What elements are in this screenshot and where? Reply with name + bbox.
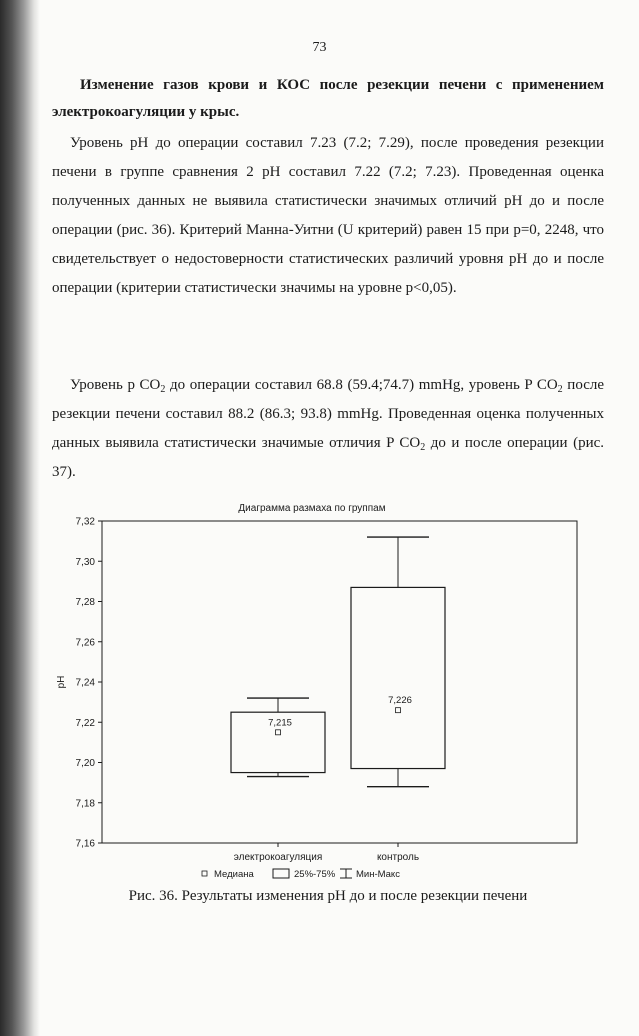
boxes-group (231, 537, 445, 787)
legend-median-label: Медиана (214, 869, 254, 880)
y-tick-label: 7,24 (75, 677, 95, 689)
subscript: 2 (160, 384, 166, 395)
median-label: 7,226 (388, 695, 412, 707)
page-number: 73 (312, 40, 327, 55)
legend-whisker-label: Мин-Макс (356, 869, 400, 880)
x-axis (234, 843, 419, 863)
y-tick-label: 7,20 (75, 758, 95, 769)
iqr-box (351, 587, 445, 768)
legend-box-marker (273, 869, 289, 878)
legend-whisker-marker (340, 869, 352, 878)
paragraph-pco2 (52, 371, 604, 487)
plot-frame (102, 521, 577, 843)
y-axis (76, 517, 102, 850)
y-tick-label: 7,28 (75, 597, 95, 608)
section-heading: Изменение газов крови и КОС после резекции печени с применением электрокоагуляции у крыс. (52, 77, 604, 120)
median-label: 7,215 (268, 717, 292, 729)
x-tick-label: контроль (376, 852, 420, 863)
box-plot-chart (50, 496, 590, 896)
figure-caption: Рис. 36. Результаты изменения pH до и после резекции печени (128, 888, 528, 904)
median-marker (396, 708, 401, 713)
subscript: 2 (557, 384, 563, 395)
median-marker (276, 730, 281, 735)
x-tick-label: электрокоагуляция (233, 852, 323, 863)
text-run: до операции составил 68.8 (59.4;74.7) mmHg, уровень P CO (165, 377, 558, 393)
text-run: до и после операции (рис. 37). (52, 435, 604, 480)
y-tick-label: 7,30 (75, 556, 95, 568)
y-tick-label: 7,22 (75, 717, 95, 729)
paragraph-ph: Уровень pH до операции составил 7.23 (7.2; 7.29), после проведения резекции печени в группе сравнения 2 pH составил 7.22 (7.2; 7.23). Проведенная оценка полученных данных не выявила статистически значимых отличий pH до и после операции (рис. 36). Критерий Манна-Уитни (U критерий) равен 15 при p=0, 2248, что свидетельствует о недостоверности статистических различий уровня pH до и после операции (критерии статистически значимы на уровне p<0,05). (52, 135, 604, 296)
chart-title: Диаграмма размаха по группам (238, 503, 386, 514)
y-tick-label: 7,18 (75, 798, 95, 810)
box-1 (231, 698, 325, 776)
legend (202, 869, 400, 880)
text-run: Уровень p CO (70, 377, 161, 393)
y-axis-label: pH (56, 675, 67, 689)
y-tick-label: 7,26 (75, 637, 95, 649)
legend-median-marker (202, 871, 207, 876)
y-tick-label: 7,32 (75, 516, 95, 528)
text-run: после резекции печени составил 88.2 (86.3; 93.8) mmHg. Проведенная оценка полученных данных выявила статистически значимые отличия P CO (52, 377, 604, 451)
y-tick-label: 7,16 (75, 838, 95, 850)
subscript: 2 (420, 442, 426, 453)
legend-box-label: 25%-75% (294, 869, 336, 880)
box-2 (351, 537, 445, 787)
book-spine-shadow (0, 0, 40, 1036)
